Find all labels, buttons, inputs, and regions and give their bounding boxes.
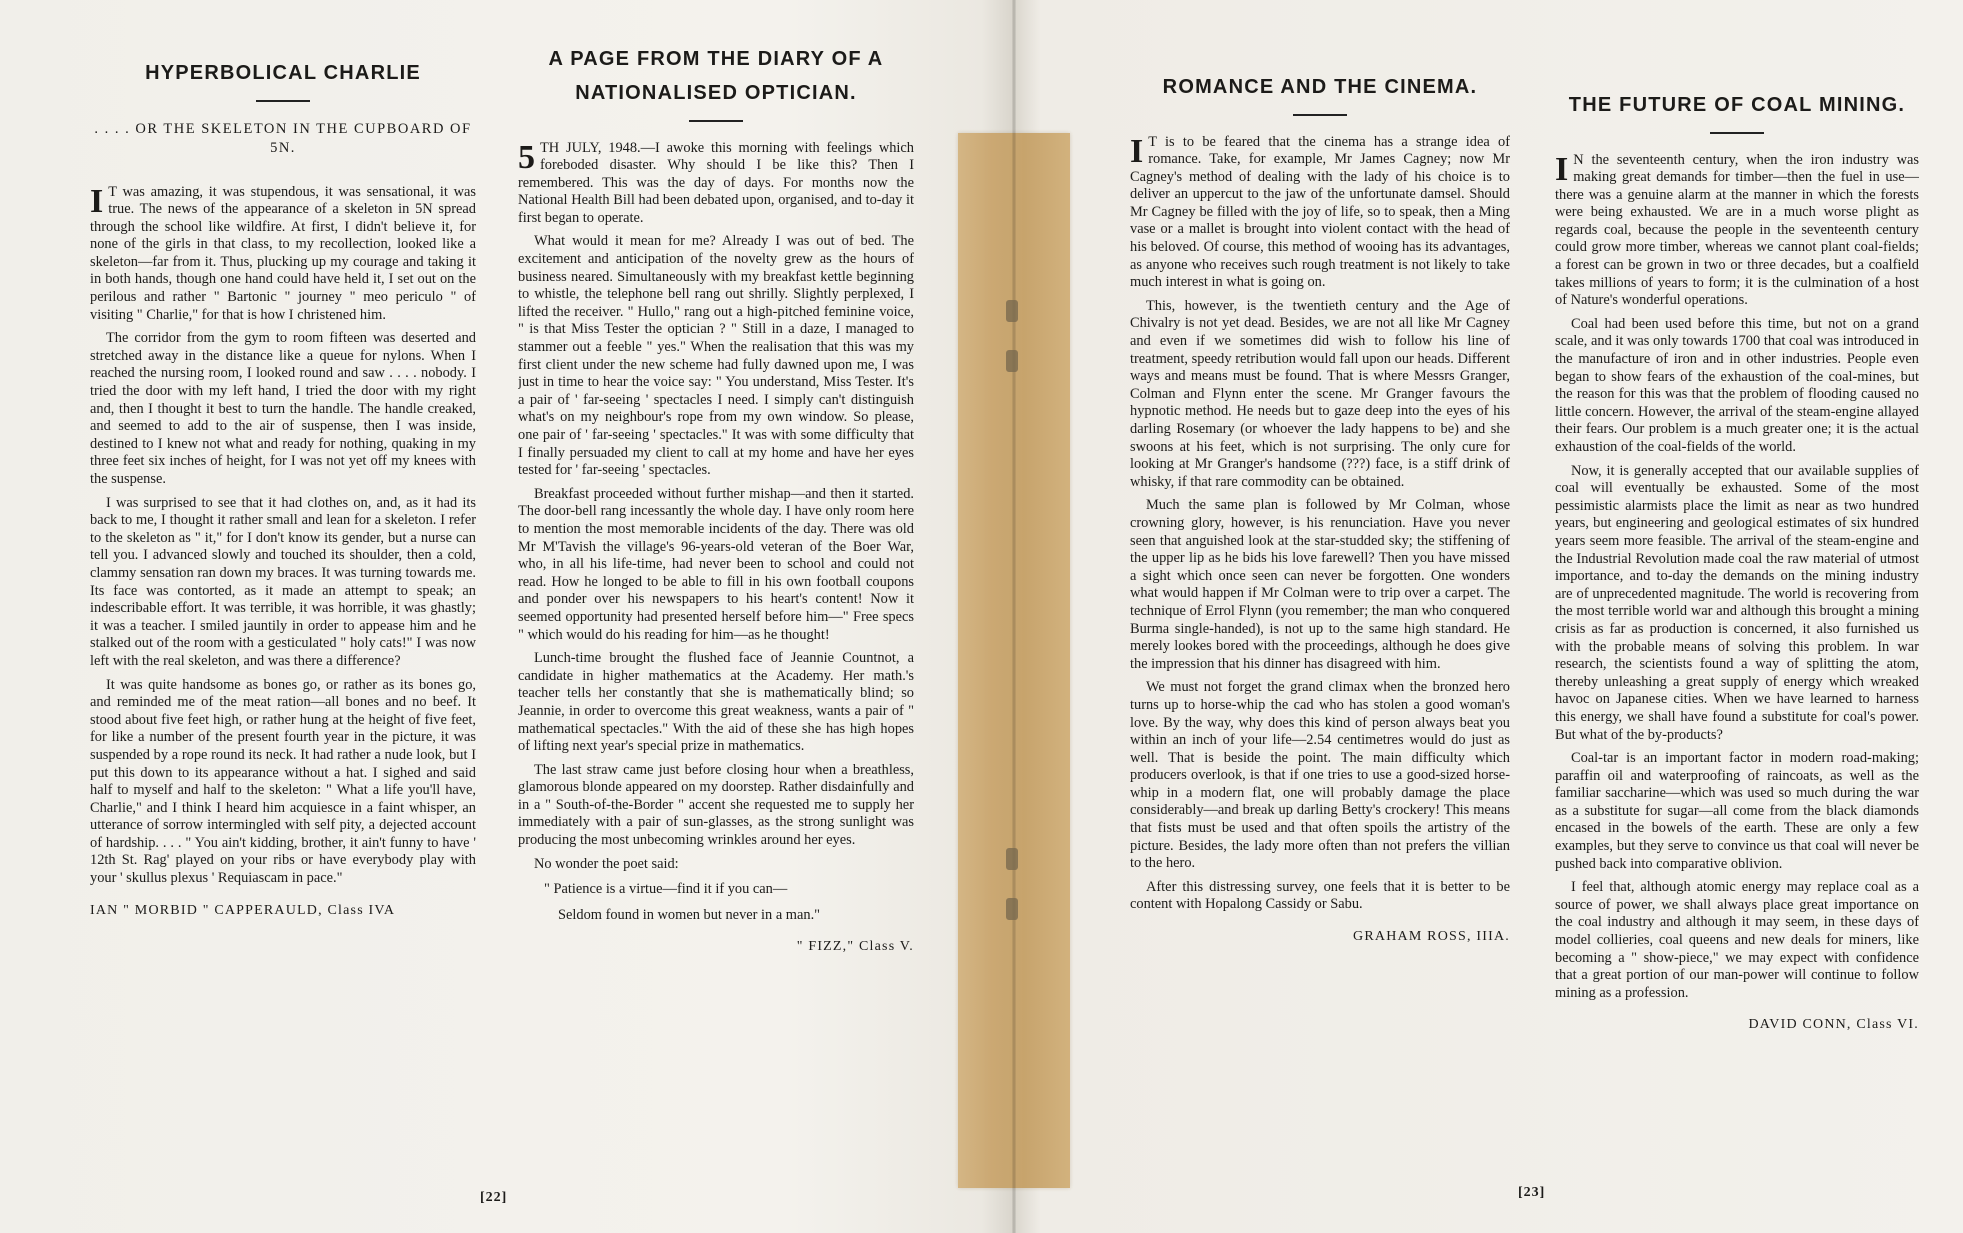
staple-mark bbox=[1006, 848, 1018, 870]
article-paragraph: Breakfast proceeded without further mishap—and then it started. The door-bell rang incessantly the whole day. I have only room here to mention the most memorable incidents of the day. There was old Mr M'Tavish the village's 96-years-old veteran of the Boer War, who, in all his life-time, had never been to school and could not read. How he longed to be able to fill in his own football coupons and ponder over his newspapers to his heart's content! Now it seemed opportunity had presented herself before him—" Free specs " which would do his reading for him—as he thought! bbox=[518, 485, 914, 643]
article-paragraph: I feel that, although atomic energy may replace coal as a source of power, we shall always place great importance on the coal industry and although it may seem, in these days of model collieries, coal queens and new deals for miners, like becoming a " show-piece," we may expect with confidence that a great portion of our man-power will continue to follow mining as a profession. bbox=[1555, 879, 1919, 1001]
title-rule bbox=[256, 100, 310, 102]
article-paragraph: Coal had been used before this time, but not on a grand scale, and it was only towards 1700 that coal was introduced in the manufacture of iron and in other industries. People even began to show fears of the exhaustion of the coal-mines, but the reason for this was that the problem of flooding caused no little concern. However, the arrival of the steam-engine allayed their fears. Our problem is a much greater one; it is the actual exhaustion of the coal-fields of the world. bbox=[1555, 315, 1919, 455]
drop-cap: I bbox=[1130, 132, 1144, 170]
article-paragraph: 5 TH JULY, 1948.—I awoke this morning with feelings which foreboded disaster. Why should I be like this? Then I remembered. This was the day of days. For months now the National Health Bill had been debated upon, organised, and to-day it first began to operate. bbox=[518, 138, 914, 226]
article-paragraph: The corridor from the gym to room fifteen was deserted and stretched away in the distance like a queue for nylons. When I reached the nursing room, I looked round and saw . . . . nobody. I tried the door with my left hand, I tried the door with my right and, then I thought it best to turn the handle. The handle creaked, and seemed to add to the air of suspense, then I was inside, destined to I knew not what and ready for nothing, quaking in my three feet six inches of height, for I was not yet off my knees with the suspense. bbox=[90, 330, 476, 487]
article-title: HYPERBOLICAL CHARLIE bbox=[145, 62, 421, 84]
article-paragraph: No wonder the poet said: bbox=[534, 855, 679, 872]
poem-line: Seldom found in women but never in a man." bbox=[558, 906, 821, 923]
article-coal-mining bbox=[1555, 88, 1919, 1178]
author-signature: IAN " MORBID " CAPPERAULD, Class IVA bbox=[90, 902, 396, 918]
drop-cap: I bbox=[90, 182, 104, 220]
title-rule bbox=[689, 120, 743, 122]
article-paragraph: This, however, is the twentieth century and the Age of Chivalry is not yet dead. Besides, we are not all like Mr Cagney and even if we sometimes did wish to follow his line of treatment, speedy retribution would fall upon our heads. Different ways and means must be found. That is where Messrs Granger, Colman and Flynn enter the scene. Mr Granger favours the hypnotic method. He needs but to gaze deep into the eyes of his darling Rosemary (or whoever the lady happens to be) and she swoons at his feet, which is not surprising. The only cure for looking at Mr Granger's handsome (???) face, is a stiff drink of whisky, if that rare commodity can be obtained. bbox=[1130, 297, 1510, 490]
article-paragraph: After this distressing survey, one feels that it is better to be content with Hopalong Cassidy or Sabu. bbox=[1130, 878, 1510, 913]
staple-mark bbox=[1006, 350, 1018, 372]
article-paragraph: I T was amazing, it was stupendous, it was sensational, it was true. The news of the appearance of a skeleton in 5N spread through the school like wildfire. At first, I didn't believe it, for none of the girls in that class, to my recollection, looked like a skeleton—far from it. Thus, plucking up my courage and taking it in both hands, though one hand could have held it, I set out on the perilous and rather " Bartonic " journey " meo periculo " of visiting " Charlie," for that is how I christened him. bbox=[90, 182, 476, 323]
author-signature: GRAHAM ROSS, IIIA. bbox=[1353, 929, 1510, 945]
staple-mark bbox=[1006, 898, 1018, 920]
author-signature: DAVID CONN, Class VI. bbox=[1748, 1017, 1919, 1033]
staple-mark bbox=[1006, 300, 1018, 322]
article-title: A PAGE FROM THE DIARY OF A NATIONALISED OPTICIAN. bbox=[548, 48, 884, 104]
article-paragraph: Coal-tar is an important factor in modern road-making; paraffin oil and waterproofing of raincoats, as well as the familiar saccharine—which was used so much during the war as a substitute for sugar—all come from the black diamonds encased in the bowels of the earth. These are only a few examples, but they serve to convince us that coal will never be pushed back into comparative oblivion. bbox=[1555, 750, 1919, 872]
article-paragraph: We must not forget the grand climax when the bronzed hero turns up to horse-whip the cad who has stolen a good woman's love. By the way, why does this kind of person always beat you within an inch of your life—2.54 centimetres would do just as well. That is beside the point. The main difficulty which producers overlook, is that if one tries to use a good-sized horse-whip in a modern flat, one will probably damage the place considerably—and break up darling Betty's crockery! This means that fists must be used and that often spoils the artistry of the picture. Besides, the lady more often than not prefers the villian to the hero. bbox=[1130, 679, 1510, 872]
article-title: THE FUTURE OF COAL MINING. bbox=[1568, 94, 1906, 116]
article-paragraph: Lunch-time brought the flushed face of Jeannie Countnot, a candidate in higher mathematics at the Academy. Her math.'s teacher tells her constantly that she is mathematically blind; so Jeannie, in order to overcome this great weakness, wants a pair of " mathematical spectacles." With the aid of these she has high hopes of lifting next year's special prize in mathematics. bbox=[518, 650, 914, 755]
center-fold bbox=[1012, 0, 1016, 1233]
poem-line: " Patience is a virtue—find it if you can— bbox=[544, 881, 788, 898]
page-number-left: [22] bbox=[480, 1190, 508, 1205]
title-rule bbox=[1293, 114, 1347, 116]
article-paragraph: I T is to be feared that the cinema has a strange idea of romance. Take, for example, Mr James Cagney; now Mr Cagney's method of dealing with the lady of his choice is to deliver an uppercut to the jaw of the unfortunate damsel. Should Mr Cagney be filled with the joy of life, so to speak, then a Ming vase or a mallet is brought into violent contact with the head of his beloved. Of course, this method of wooing has its advantages, as anyone who receives such rough treatment is not likely to take much interest in what is going on. bbox=[1130, 132, 1510, 291]
article-paragraph: Now, it is generally accepted that our available supplies of coal will eventually be exhausted. Some of the most pessimistic alarmists place the limit as near as two hundred years, but engineering and geological estimates of six hundred years seem more feasible. The arrival of the steam-engine and the Industrial Revolution made coal the raw material of utmost importance, and to-day the demands on the mining industry are of unprecedented magnitude. The world is recovering from the most terrible world war and although this brought a mining crisis as far as production is concerned, it also furnished us with the probable means of solving this problem. In war research, the scientists found a way of splitting the atom, thereby unleashing a great supply of energy which wreaked havoc on Japanese cities. When we have learned to harness this energy, we shall have found a substitute for coal's power. But what of the by-products? bbox=[1555, 462, 1919, 743]
article-subtitle: . . . . OR THE SKELETON IN THE CUPBOARD OF 5N. bbox=[94, 120, 472, 156]
article-title: ROMANCE AND THE CINEMA. bbox=[1162, 76, 1478, 98]
author-signature: " FIZZ," Class V. bbox=[796, 939, 914, 955]
article-paragraph: I was surprised to see that it had clothes on, and, as it had its back to me, I thought it rather small and lean for a skeleton. I refer to the skeleton as " it," for I don't know its gender, but a nurse can tell you. I advanced slowly and touched its shoulder, then a cold, clammy sensation ran down my braces. It was turning towards me. Its face was contorted, as it made an attempt to speak; an indescribable effort. It was terrible, it was horrible, it was ghastly; it was a teacher. I smiled jauntily in order to appease him and he stalked out of the room with a gesticulated " holy cats!" I was now left with the real skeleton, and was there a difference? bbox=[90, 494, 476, 669]
article-paragraph: The last straw came just before closing hour when a breathless, glamorous blonde appeared on my doorstep. Rather disdainfully and in a " South-of-the-Border " accent she requested me to supply her immediately with a pair of sun-glasses, as the strong sunlight was producing the most unbecoming wrinkles around her eyes. bbox=[518, 761, 914, 849]
title-rule bbox=[1710, 132, 1764, 134]
drop-cap: 5 bbox=[518, 138, 535, 176]
article-paragraph: What would it mean for me? Already I was out of bed. The excitement and anticipation of the novelty grew as the hours of business neared. Simultaneously with my breakfast kettle beginning to whistle, the telephone bell rang out shrilly. Slightly perplexed, I lifted the receiver. " Hullo," rang out a high-pitched feminine voice, " is that Miss Tester the optician ? " Still in a daze, I managed to stammer out a feeble " yes." When the realisation that this was my first client under the new scheme had fully dawned upon me, I was just in time to hear the voice say: " You understand, Miss Tester. It's a pair of ' far-seeing ' spectacles I need. I simply can't distinguish what's on my neighbour's rope from my own window. So please, one pair of ' far-seeing ' spectacles." It was with some difficulty that I finally persuaded my client to call at my home and have her eyes tested for ' far-seeing ' spectacles. bbox=[518, 233, 914, 479]
article-hyperbolical-charlie bbox=[90, 56, 476, 1176]
article-paragraph: I N the seventeenth century, when the iron industry was making great demands for timber—then the fuel in use—there was a genuine alarm at the manner in which the forests were being exhausted. We are in a much worse plight as regards coal, because the people in the seventeenth century could grow more timber, whereas we cannot plant coal-fields; a forest can be grown in two or three decades, but a coalfield takes millions of years to form; it is the culmination of a host of Nature's wonderful operations. bbox=[1555, 150, 1919, 309]
page-number-right: [23] bbox=[1518, 1185, 1546, 1200]
article-paragraph: It was quite handsome as bones go, or rather as its bones go, and reminded me of the meat ration—all bones and no beef. It stood about five feet high, or rather hung at the height of five feet, for like a number of the present fourth year in the picture, it was suspended by a rope round its neck. It had rather a nude look, but I put this down to its appearance without a hat. I sighed and said half to myself and half to the skeleton: " What a life you'll have, Charlie," and I think I heard him acquiesce in a faint whisper, an utterance of sorrow intermingled with self pity, a dejected account of hardship. . . . " You ain't kidding, brother, it ain't funny to have ' 12th St. Rag' played on your ribs or have everybody play with your ' skullus plexus ' Requiascam in pace." bbox=[90, 676, 476, 887]
article-diary-optician bbox=[518, 42, 914, 1192]
drop-cap: I bbox=[1555, 150, 1569, 188]
article-paragraph: Much the same plan is followed by Mr Colman, whose crowning glory, however, is his renunciation. Have you never seen that anguished look at the star-studded sky; the stiffening of the upper lip as he bids his love farewell? Then you have missed a sight which once seen can never be forgotten. One wonders what would happen if Mr Colman were to trip over a carpet. The technique of Errol Flynn (you remember; the man who conquered Burma single-handed), is not up to the same high standard. He merely lookes bored with the proceedings, although he does give the impression that his dinner has disagreed with him. bbox=[1130, 497, 1510, 672]
article-romance-cinema bbox=[1130, 70, 1510, 1180]
